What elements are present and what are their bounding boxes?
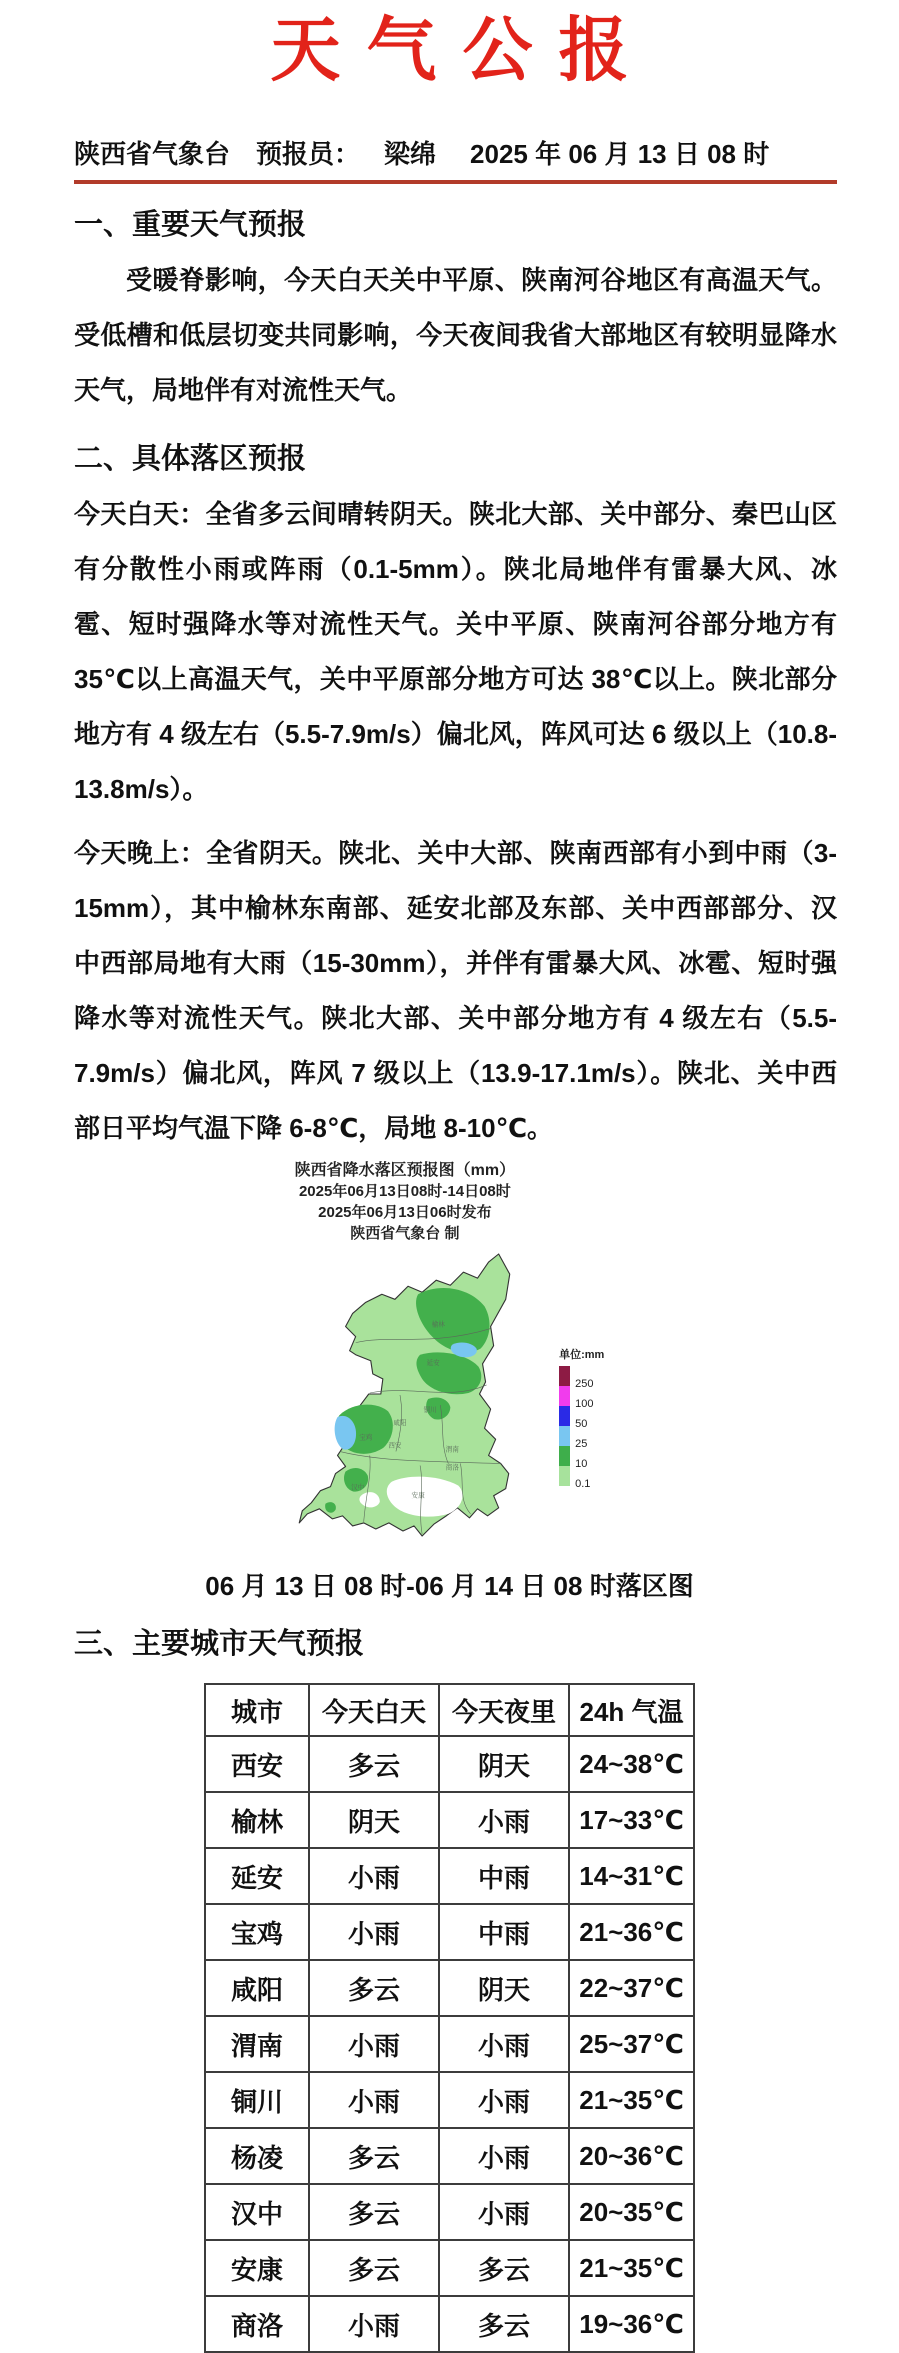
table-row bbox=[205, 2184, 694, 2240]
table-row bbox=[205, 2240, 694, 2296]
map-label-tongchuan: 铜川 bbox=[423, 1407, 437, 1415]
daytime-forecast-paragraph: 今天白天：全省多云间晴转阴天。陕北大部、关中部分、秦巴山区有分散性小雨或阵雨（0.1-5mm）。陕北局地伴有雷暴大风、冰雹、短时强降水等对流性天气。关中平原、陕南河谷部分地方有 35℃以上高温天气，关中平原部分地方可达 38℃以上。陕北部分地方有 4 级左右（5.5-7.9m/s）偏北风，阵风可达 6 级以上（10.8-13.8m/s）。 bbox=[74, 499, 837, 805]
table-cell: 20~35℃ bbox=[569, 2184, 694, 2240]
table-cell: 铜川 bbox=[205, 2072, 309, 2128]
table-cell: 25~37℃ bbox=[569, 2016, 694, 2072]
table-header-cell: 今天白天 bbox=[309, 1684, 439, 1736]
section3-heading: 三、主要城市天气预报 bbox=[74, 1628, 365, 1661]
table-cell: 多云 bbox=[439, 2296, 569, 2352]
legend-swatch bbox=[559, 1426, 570, 1446]
legend-label: 50 bbox=[575, 1418, 588, 1431]
legend-label: 0.1 bbox=[575, 1478, 591, 1491]
table-cell: 延安 bbox=[205, 1848, 309, 1904]
map-legend-swatches bbox=[559, 1366, 604, 1491]
table-row bbox=[205, 1960, 694, 2016]
table-cell: 小雨 bbox=[309, 1848, 439, 1904]
table-cell: 24~38℃ bbox=[569, 1736, 694, 1792]
map-label-yanan: 延安 bbox=[426, 1360, 440, 1368]
precipitation-map-block bbox=[0, 1160, 899, 1536]
section1-paragraph: 受暖脊影响，今天白天关中平原、陕南河谷地区有高温天气。受低槽和低层切变共同影响，今天夜间我省大部地区有较明显降水天气，局地伴有对流性天气。 bbox=[74, 265, 837, 406]
tonight-forecast-paragraph: 今天晚上：全省阴天。陕北、关中大部、陕南西部有小到中雨（3-15mm），其中榆林东南部、延安北部及东部、关中西部部分、汉中西部局地有大雨（15-30mm），并伴有雷暴大风、冰雹、短时强降水等对流性天气。陕北大部、关中部分地方有 4 级左右（5.5-7.9m/s）偏北风，阵风 7 级以上（13.9-17.1m/s）。陕北、关中西部日平均气温下降 6-8℃，局地 8-10℃。 bbox=[74, 838, 837, 1144]
table-cell: 安康 bbox=[205, 2240, 309, 2296]
section1-heading: 一、重要天气预报 bbox=[74, 209, 307, 242]
legend-swatch bbox=[559, 1366, 570, 1386]
city-forecast-tbody bbox=[205, 1736, 694, 2352]
forecaster-name: 梁绵 bbox=[384, 139, 437, 170]
legend-label: 25 bbox=[575, 1438, 588, 1451]
table-row bbox=[205, 1736, 694, 1792]
table-cell: 多云 bbox=[309, 2128, 439, 2184]
table-cell: 小雨 bbox=[309, 2072, 439, 2128]
table-cell: 小雨 bbox=[309, 1904, 439, 1960]
issue-datetime: 2025 年 06 月 13 日 08 时 bbox=[470, 139, 770, 170]
map-label-baoji: 宝鸡 bbox=[359, 1434, 373, 1442]
table-row bbox=[205, 2016, 694, 2072]
city-forecast-table bbox=[204, 1683, 695, 2353]
table-cell: 小雨 bbox=[309, 2296, 439, 2352]
table-cell: 21~35℃ bbox=[569, 2072, 694, 2128]
legend-title: 单位:mm bbox=[559, 1349, 605, 1362]
table-cell: 多云 bbox=[439, 2240, 569, 2296]
table-cell: 咸阳 bbox=[205, 1960, 309, 2016]
city-forecast-headrow bbox=[205, 1684, 694, 1736]
table-cell: 多云 bbox=[309, 2240, 439, 2296]
table-cell: 小雨 bbox=[439, 2184, 569, 2240]
table-cell: 渭南 bbox=[205, 2016, 309, 2072]
table-header-cell: 今天夜里 bbox=[439, 1684, 569, 1736]
map-producer: 陕西省气象台 制 bbox=[350, 1225, 460, 1243]
table-cell: 20~36℃ bbox=[569, 2128, 694, 2184]
table-row bbox=[205, 1904, 694, 1960]
map-column bbox=[295, 1160, 515, 1536]
table-row bbox=[205, 2128, 694, 2184]
table-cell: 阴天 bbox=[439, 1960, 569, 2016]
table-cell: 21~35℃ bbox=[569, 2240, 694, 2296]
table-cell: 商洛 bbox=[205, 2296, 309, 2352]
table-header-cell: 城市 bbox=[205, 1684, 309, 1736]
map-label-weinan: 渭南 bbox=[445, 1446, 459, 1454]
map-issue-time: 2025年06月13日06时发布 bbox=[318, 1204, 492, 1222]
table-cell: 小雨 bbox=[439, 2128, 569, 2184]
table-cell: 西安 bbox=[205, 1736, 309, 1792]
table-cell: 阴天 bbox=[439, 1736, 569, 1792]
map-title: 陕西省降水落区预报图（mm） bbox=[294, 1162, 516, 1180]
table-cell: 小雨 bbox=[439, 2072, 569, 2128]
legend-row bbox=[559, 1366, 604, 1391]
table-cell: 多云 bbox=[309, 2184, 439, 2240]
table-row bbox=[205, 1848, 694, 1904]
legend-label: 100 bbox=[575, 1398, 594, 1411]
section2-heading: 二、具体落区预报 bbox=[74, 443, 307, 476]
table-cell: 多云 bbox=[309, 1960, 439, 2016]
table-row bbox=[205, 2296, 694, 2352]
map-label-shangluo: 商洛 bbox=[445, 1464, 459, 1472]
map-label-xian: 西安 bbox=[388, 1442, 402, 1450]
table-cell: 22~37℃ bbox=[569, 1960, 694, 2016]
table-cell: 杨凌 bbox=[205, 2128, 309, 2184]
map-label-xianyang: 咸阳 bbox=[393, 1420, 407, 1428]
table-header-cell: 24h 气温 bbox=[569, 1684, 694, 1736]
table-cell: 汉中 bbox=[205, 2184, 309, 2240]
table-cell: 阴天 bbox=[309, 1792, 439, 1848]
table-cell: 21~36℃ bbox=[569, 1904, 694, 1960]
table-cell: 多云 bbox=[309, 1736, 439, 1792]
table-row bbox=[205, 1792, 694, 1848]
map-label-ankang: 安康 bbox=[411, 1493, 425, 1501]
legend-label: 250 bbox=[575, 1378, 594, 1391]
table-row bbox=[205, 2072, 694, 2128]
forecaster-label: 预报员： bbox=[256, 139, 361, 170]
map-label-yulin: 榆林 bbox=[431, 1321, 445, 1329]
table-cell: 小雨 bbox=[439, 1792, 569, 1848]
map-header bbox=[295, 1160, 515, 1244]
legend-swatch bbox=[559, 1406, 570, 1426]
table-cell: 19~36℃ bbox=[569, 2296, 694, 2352]
table-cell: 17~33℃ bbox=[569, 1792, 694, 1848]
legend-label: 10 bbox=[575, 1458, 588, 1471]
table-cell: 中雨 bbox=[439, 1904, 569, 1960]
legend-swatch bbox=[559, 1446, 570, 1466]
station-name: 陕西省气象台 bbox=[74, 139, 231, 170]
table-cell: 中雨 bbox=[439, 1848, 569, 1904]
meta-line bbox=[74, 137, 837, 184]
page-title: 天气公报 bbox=[270, 11, 655, 89]
map-valid-period: 2025年06月13日08时-14日08时 bbox=[298, 1183, 511, 1201]
shaanxi-precipitation-map bbox=[297, 1254, 513, 1536]
legend-swatch bbox=[559, 1466, 570, 1486]
map-label-hanzhong: 汉中 bbox=[351, 1485, 365, 1493]
table-cell: 榆林 bbox=[205, 1792, 309, 1848]
map-caption: 06 月 13 日 08 时-06 月 14 日 08 时落区图 bbox=[205, 1571, 694, 1602]
table-cell: 小雨 bbox=[439, 2016, 569, 2072]
map-legend bbox=[559, 1346, 605, 1491]
table-cell: 小雨 bbox=[309, 2016, 439, 2072]
legend-swatch bbox=[559, 1386, 570, 1406]
table-cell: 14~31℃ bbox=[569, 1848, 694, 1904]
table-cell: 宝鸡 bbox=[205, 1904, 309, 1960]
